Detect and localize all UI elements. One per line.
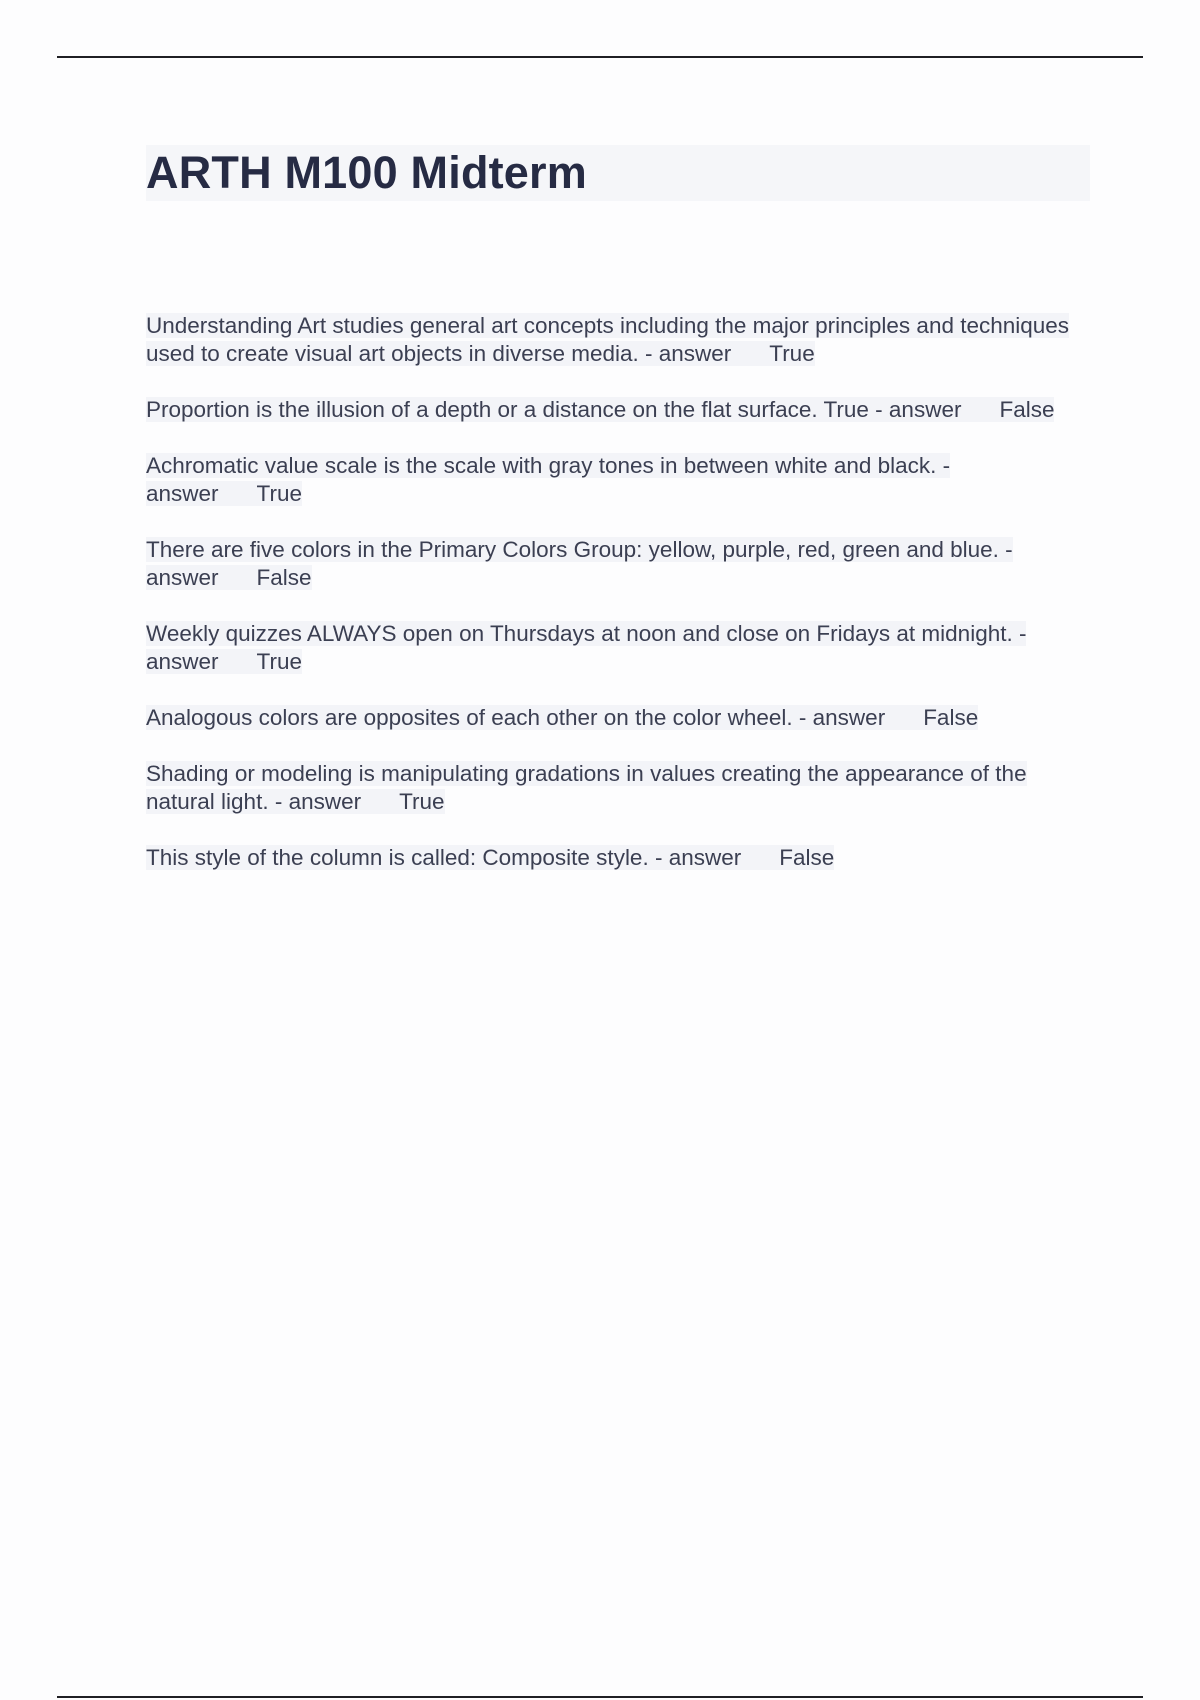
question-text: Analogous colors are opposites of each other on the color wheel. - answer — [146, 705, 886, 730]
answer-text: False — [779, 845, 835, 870]
question-item-4 — [146, 536, 1096, 592]
answer-text: False — [999, 397, 1055, 422]
question-item-7 — [146, 760, 1096, 816]
question-text: Shading or modeling is manipulating gradations in values creating the appearance of the natural light. - answer — [146, 761, 1027, 814]
question-item-3 — [146, 452, 1096, 508]
question-text: Proportion is the illusion of a depth or a distance on the flat surface. True - answer — [146, 397, 962, 422]
answer-text: False — [923, 705, 979, 730]
answer-text: True — [399, 789, 445, 814]
question-item-8 — [146, 844, 1096, 872]
question-text: Understanding Art studies general art concepts including the major principles and techniques used to create visual art objects in diverse media. - answer — [146, 313, 1070, 366]
question-item-2 — [146, 396, 1096, 424]
question-list — [146, 312, 1096, 900]
answer-text: True — [256, 649, 302, 674]
answer-text: True — [256, 481, 302, 506]
answer-text: True — [769, 341, 815, 366]
question-text: Weekly quizzes ALWAYS open on Thursdays at noon and close on Fridays at midnight. - answer — [146, 621, 1027, 674]
question-item-1 — [146, 312, 1096, 368]
answer-text: False — [256, 565, 312, 590]
question-item-5 — [146, 620, 1096, 676]
question-text: Achromatic value scale is the scale with gray tones in between white and black. - answer — [146, 453, 951, 506]
document-title: ARTH M100 Midterm — [146, 147, 587, 198]
question-item-6 — [146, 704, 1096, 732]
top-rule — [57, 56, 1143, 58]
question-text: There are five colors in the Primary Colors Group: yellow, purple, red, green and blue. - answer — [146, 537, 1013, 590]
question-text: This style of the column is called: Composite style. - answer — [146, 845, 742, 870]
bottom-rule — [57, 1696, 1143, 1698]
